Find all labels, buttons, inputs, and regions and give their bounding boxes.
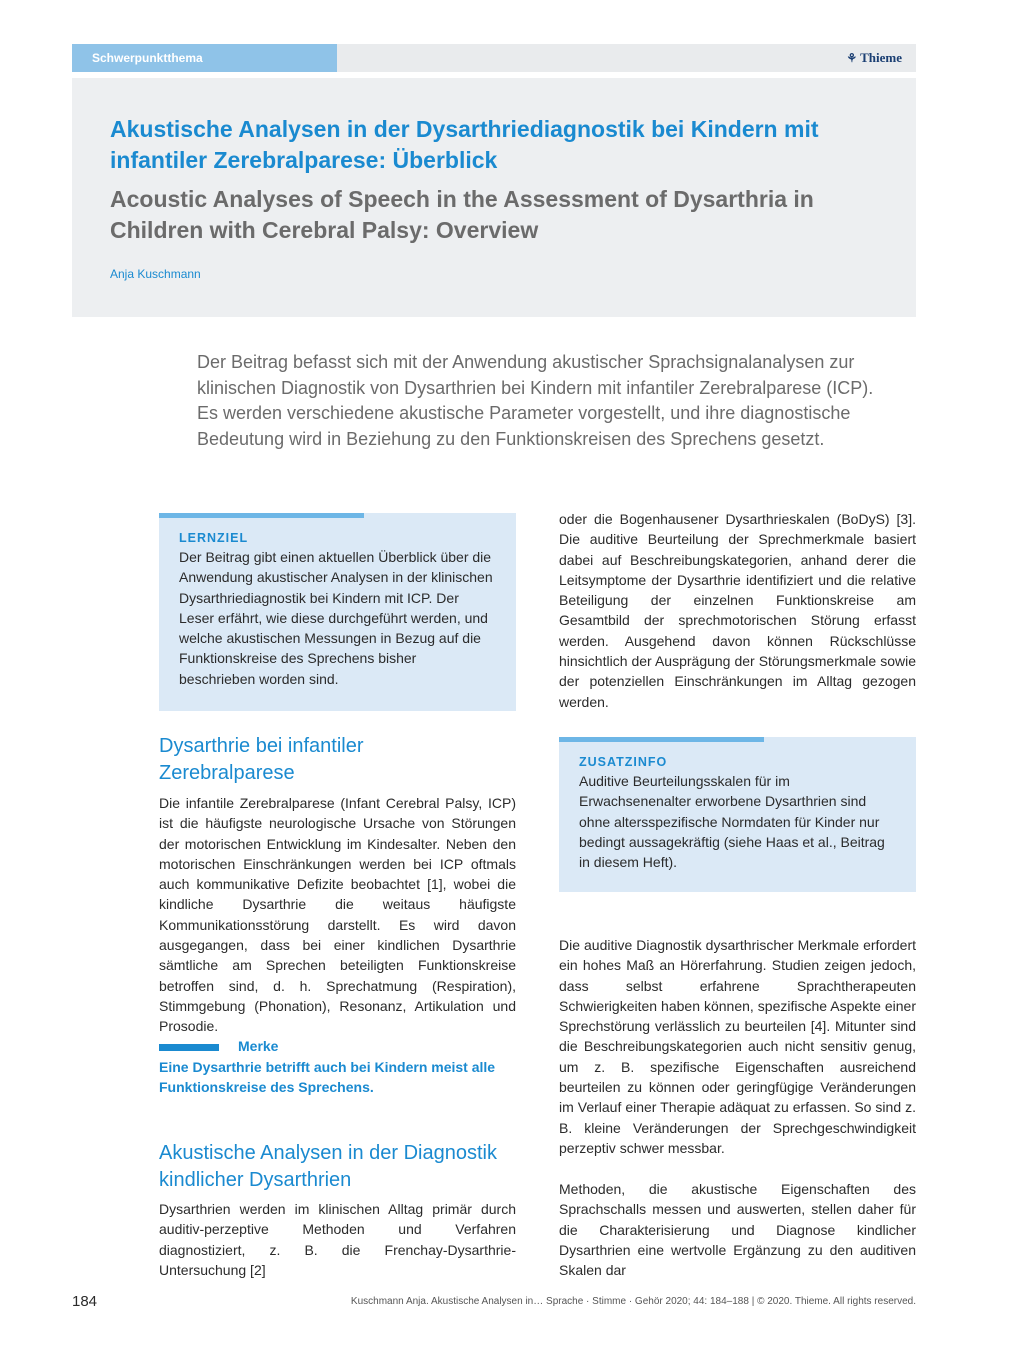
lernziel-label: LERNZIEL — [179, 531, 249, 545]
lernziel-box — [159, 513, 516, 711]
paragraph: oder die Bogenhausener Dysarthrieskalen (BoDyS) [3]. Die auditive Beurteilung der Sprechmerkmale basiert dabei auf Beschreibungskategorien, anhand derer die Leitsymptome der Dysarthrie identifiziert und die relative Beteiligung der einzelnen Funktionskreise am Gesamtbild der sprechmotorischen Störung erfasst werden. Ausgehend davon können Rückschlüsse hinsichtlich der Ausprägung der Störungsmerkmale sowie der potenziellen Einschränkungen im Alltag gezogen werden. — [559, 511, 916, 710]
paragraph: Methoden, die akustische Eigenschaften des Sprachschalls messen und auswerten, stellen daher für die Charakterisierung und Diagnose kindlicher Dysarthrien eine wertvolle Ergänzung zu den auditiven Skalen dar — [559, 1181, 916, 1279]
header-band — [337, 44, 916, 72]
author: Anja Kuschmann — [110, 267, 201, 281]
paragraph: Die auditive Diagnostik dysarthrischer Merkmale erfordert ein hohes Maß an Hörerfahrung. Studien zeigen jedoch, dass selbst erfahrene Sprachtherapeuten Schwierigkeiten haben können, spezifische Aspekte einer Sprechstörung verlässlich zu beurteilen [4]. Mitunter sind die Beschreibungskategorien auch nicht sensitiv genug, um z. B. spezifische Eigenschaften ausreichend beurteilen zu können oder geringfügige Veränderungen im Verlauf einer Therapie adäquat zu erfassen. So sind z. B. kleine Veränderungen der Sprechgeschwindigkeit perzeptiv schwer messbar. — [559, 937, 916, 1156]
merke-bar — [159, 1044, 219, 1051]
title-german: Akustische Analysen in der Dysarthriediagnostik bei Kindern mit infantiler Zerebralparese: Überblick — [110, 116, 819, 173]
zusatzinfo-text: Auditive Beurteilungsskalen für im Erwachsenenalter erworbene Dysarthrien sind ohne altersspezifische Normdaten für Kinder nur bedingt aussagekräftig (siehe Haas et al., Beitrag in diesem Heft). — [579, 773, 885, 871]
page-number: 184 — [72, 1293, 98, 1310]
section-heading: Dysarthrie bei infantiler Zerebralparese — [159, 735, 364, 784]
merke-text: Eine Dysarthrie betrifft auch bei Kindern meist alle Funktionskreise des Sprechens. — [159, 1059, 496, 1096]
merke-label: Merke — [238, 1038, 279, 1054]
title-english: Acoustic Analyses of Speech in the Assessment of Dysarthria in Children with Cerebral Palsy: Overview — [110, 186, 814, 243]
zusatzinfo-label: ZUSATZINFO — [579, 755, 668, 769]
publisher-logo-text: Thieme — [860, 50, 902, 65]
section-text: Dysarthrien werden im klinischen Alltag primär durch auditiv-perzeptive Methoden und Verfahren diagnostiziert, z. B. die Frenchay-Dysarthrie-Untersuchung [2] — [159, 1201, 516, 1278]
lernziel-text: Der Beitrag gibt einen aktuellen Überblick über die Anwendung akustischer Analysen in der klinischen Dysarthriediagnostik bei Kindern mit ICP. Der Leser erfährt, wie diese durchgeführt werden, und welche akustischen Messungen in Bezug auf die Funktionskreise des Sprechens bisher beschrieben worden sind. — [179, 549, 493, 687]
footer-citation: Kuschmann Anja. Akustische Analysen in… Sprache · Stimme · Gehör 2020; 44: 184–188 | © 2020. Thieme. All rights reserved. — [350, 1296, 916, 1307]
section-heading: Akustische Analysen in der Diagnostik kindlicher Dysarthrien — [159, 1142, 497, 1191]
abstract: Der Beitrag befasst sich mit der Anwendung akustischer Sprachsignalanalysen zur klinischen Diagnostik von Dysarthrien bei Kindern mit infantiler Zerebralparese (ICP). Es werden verschiedene akustische Parameter vorgestellt, und ihre diagnostische Bedeutung wird in Beziehung zu den Funktionskreisen des Sprechens gesetzt. — [197, 352, 874, 449]
publisher-logo — [846, 50, 902, 66]
section-text: Die infantile Zerebralparese (Infant Cerebral Palsy, ICP) ist die häufigste neurologische Ursache von Störungen der motorischen Entwicklung im Kindesalter. Neben den motorischen Einschränkungen werden bei ICP oftmals auch kommunikative Defizite beobachtet [1], wobei die kindliche Dysarthrie die weitaus häufigste Kommunikationsstörung darstellt. Es wird davon ausgegangen, dass bei einer kindlichen Dysarthrie sämtliche am Sprechen beteiligten Funktionskreise betroffen sind, d. h. Sprechatmung (Respiration), Stimmgebung (Phonation), Resonanz, Artikulation und Prosodie. — [159, 795, 516, 1035]
thieme-logo-icon: ⚘ — [846, 51, 858, 65]
section-label: Schwerpunktthema — [72, 44, 337, 72]
box-accent-bar — [559, 737, 764, 742]
zusatzinfo-box — [559, 737, 916, 892]
box-accent-bar — [159, 513, 364, 518]
